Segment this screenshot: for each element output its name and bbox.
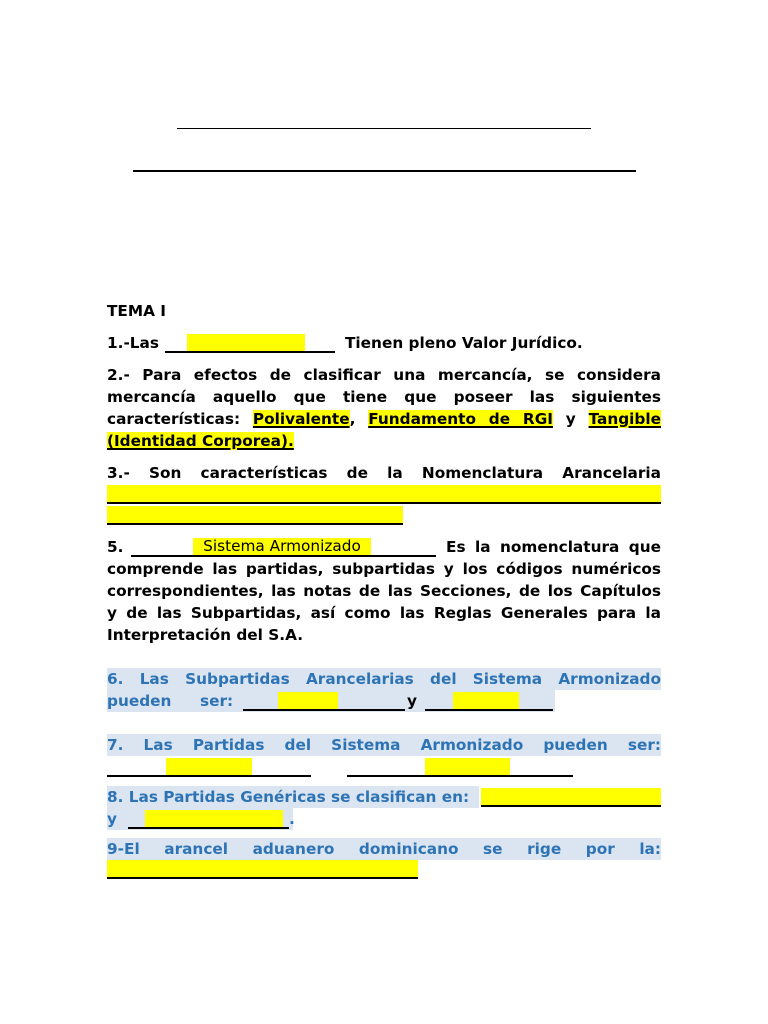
q2-line-3: [107, 408, 661, 430]
q6-word-pueden: pueden: [107, 692, 172, 710]
q8-answer-highlight-2: [145, 810, 283, 827]
q2-line-1: 2.- Para efectos de clasificar una mercancía, se considera: [107, 366, 661, 384]
q3-answer-highlight-1: [107, 485, 661, 502]
title-blank-line-2: [133, 170, 636, 172]
q9-answer-highlight: [107, 860, 418, 877]
q5-answer-blank: [131, 538, 436, 557]
q2-answer-polivalente: Polivalente: [252, 410, 350, 428]
q6-word-ser: ser:: [200, 692, 234, 710]
q5-line-2: comprende las partidas, subpartidas y los códigos numéricos: [107, 560, 661, 578]
q5-answer-highlight: Sistema Armonizado: [193, 538, 371, 555]
q2-answer-tangible: Tangible: [588, 410, 661, 428]
title-blank-line-1: [177, 128, 591, 129]
q5-line-3: correspondientes, las notas de las Secciones, de los Capítulos: [107, 582, 661, 600]
q1-answer-blank: [165, 334, 335, 353]
q2-conjunction: y: [565, 410, 576, 428]
q7-answer-blank-1: [107, 758, 311, 777]
q2-comma: ,: [349, 410, 356, 428]
q6-answer-blank-2: [425, 692, 553, 711]
q3-answer-blank-2: [107, 506, 403, 525]
q8-conjunction: y: [107, 810, 117, 828]
q6-answer-blank-1: [243, 692, 405, 711]
q7-answer-blank-2: [347, 758, 573, 777]
q9-line-1: 9-El arancel aduanero dominicano se rige por la:: [107, 840, 661, 858]
q2-line-4: [107, 430, 661, 452]
q5-line-4: y de las Subpartidas, así como las Reglas Generales para la: [107, 604, 661, 622]
q3-line-1: 3.- Son características de la Nomenclatura Arancelaria: [107, 464, 661, 482]
q5-line-1-rest: Es la nomenclatura que: [446, 538, 661, 556]
q3-answer-blank-1: [107, 485, 661, 504]
q8-answer-blank-2: [128, 810, 289, 829]
q5-number: 5.: [107, 538, 124, 556]
q5-line-5: Interpretación del S.A.: [107, 626, 304, 644]
q3-answer-highlight-2: [107, 506, 403, 523]
q7-line-1: 7. Las Partidas del Sistema Armonizado pueden ser:: [107, 736, 661, 754]
q6-conjunction: y: [407, 692, 417, 710]
q6-line-1: 6. Las Subpartidas Arancelarias del Sistema Armonizado: [107, 670, 661, 688]
section-heading: TEMA I: [107, 302, 166, 320]
q1-suffix: Tienen pleno Valor Jurídico.: [345, 334, 583, 352]
q1-answer-highlight: [187, 334, 305, 351]
q1-prefix: 1.-Las: [107, 334, 159, 352]
q7-answer-highlight-1: [166, 758, 252, 775]
q6-answer-highlight-1: [278, 692, 338, 709]
q8-line-1: 8. Las Partidas Genéricas se clasifican en:: [107, 788, 470, 806]
q7-answer-highlight-2: [425, 758, 510, 775]
q2-intro: características:: [107, 410, 241, 428]
q2-answer-identidad-corporea: (Identidad Corporea).: [107, 432, 294, 450]
q6-answer-highlight-2: [453, 692, 519, 709]
q2-answer-fundamento-rgi: Fundamento de RGI: [368, 410, 553, 428]
q8-end-mark: .: [289, 810, 295, 828]
q9-answer-blank: [107, 860, 418, 879]
q8-answer-blank-1: [481, 788, 661, 807]
q2-line-2: mercancía aquello que tiene que poseer las siguientes: [107, 388, 661, 406]
q8-answer-highlight-1: [481, 788, 661, 805]
